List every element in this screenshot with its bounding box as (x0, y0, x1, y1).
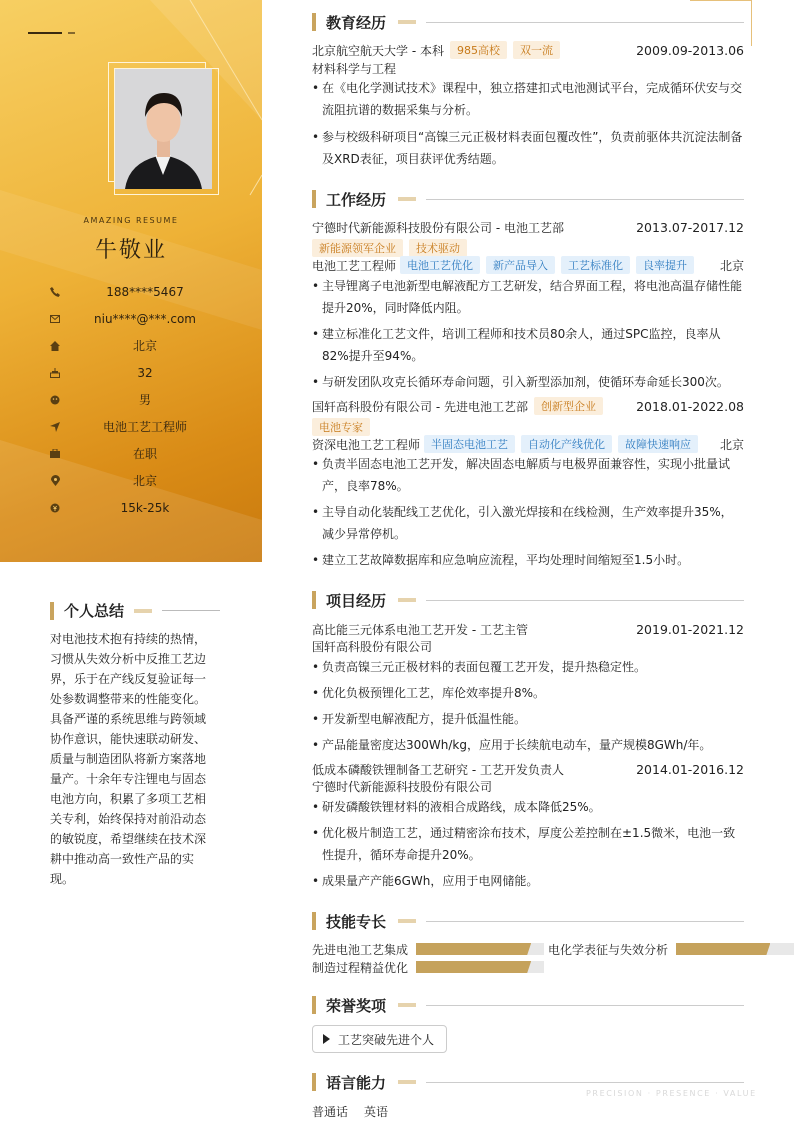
skill-item (312, 942, 544, 956)
project-bullet: • 负责高镍三元正极材料的表面包覆工艺开发，提升热稳定性。 (312, 656, 744, 678)
info-list (48, 278, 228, 521)
projects-heading: 项目经历 (312, 590, 744, 610)
summary-heading: 个人总结 (50, 600, 220, 621)
education-bullet: • 参与校级科研项目“高镍三元正极材料表面包覆改性”，负责前驱体共沉淀法制备及XRD表征，项目获评优秀结题。 (312, 126, 744, 170)
info-age: 32 (48, 359, 228, 386)
gender-icon (48, 393, 62, 407)
education-heading: 教育经历 (312, 12, 744, 32)
job-position-row (312, 256, 744, 274)
info-position: 电池工艺工程师 (48, 413, 228, 440)
project-bullet: • 研发磷酸铁锂材料的液相合成路线，成本降低25%。 (312, 796, 744, 818)
location-pin-icon (48, 474, 62, 488)
job-bullet: • 主导锂离子电池新型电解液配方工艺研发，结合界面工程，将电池高温存储性能提升20%，同时降低内阻。 (312, 275, 744, 319)
project-bullet: • 产品能量密度达300Wh/kg，应用于长续航电动车，量产规模8GWh/年。 (312, 734, 744, 756)
job-bullet: • 建立工艺故障数据库和应急响应流程，平均处理时间缩短至1.5小时。 (312, 549, 744, 571)
project-bullet: • 开发新型电解液配方，提升低温性能。 (312, 708, 744, 730)
language-item: 英语 (364, 1105, 389, 1119)
mail-icon (48, 312, 62, 326)
skill-tag: 工艺标准化 (561, 256, 630, 274)
info-email: niu****@***.com (48, 305, 228, 332)
language-list (312, 1103, 388, 1120)
company-tag: 创新型企业 (534, 397, 603, 415)
company-tag: 技术驱动 (409, 239, 467, 257)
resume-eyebrow: AMAZING RESUME (83, 216, 179, 225)
job-city: 北京 (719, 258, 744, 273)
skill-bar (416, 943, 544, 955)
person-name: 牛敬业 (94, 238, 167, 263)
play-triangle-icon (323, 1034, 330, 1044)
education-date: 2009.09-2013.06 (636, 42, 744, 58)
avatar (115, 69, 212, 189)
project-date: 2014.01-2016.12 (636, 761, 744, 777)
skill-bar-fill (676, 943, 770, 955)
skill-tag: 半固态电池工艺 (424, 435, 515, 453)
award-item (312, 1025, 447, 1053)
major: 材料科学与工程 (312, 62, 397, 76)
project-row (312, 760, 744, 778)
job-position: 电池工艺工程师 (312, 258, 397, 273)
languages-heading: 语言能力 (312, 1072, 744, 1092)
school-tag: 双一流 (513, 41, 560, 59)
footer-watermark: PRECISION · PRESENCE · VALUE (586, 1089, 757, 1098)
job-position-row (312, 435, 744, 453)
summary-text: 对电池技术抱有持续的热情，习惯从失效分析中反推工艺边界，乐于在产线反复验证每一处参数调整带来的性能变化。具备严谨的系统思维与跨领域协作意识，能快速联动研发、质量与制造团队将新方案落地量产。十余年专注锂电与固态电池方向，积累了多项工艺相关专利，始终保持对前沿动态的敏锐度，希望继续在技术深耕中推动高一致性产品的实现。 (50, 632, 207, 886)
project-org: 国轩高科股份有限公司 (312, 640, 433, 654)
project-org: 宁德时代新能源科技股份有限公司 (312, 780, 493, 794)
job-city: 北京 (719, 437, 744, 452)
info-phone: 188****5467 (48, 278, 228, 305)
company-tag: 新能源领军企业 (312, 239, 403, 257)
info-city: 北京 (48, 467, 228, 494)
job-company-tags (312, 418, 744, 436)
skills-heading: 技能专长 (312, 911, 744, 931)
job-bullet: • 与研发团队攻克长循环寿命问题，引入新型添加剂，使循环寿命延长300次。 (312, 371, 744, 393)
job-company: 国轩高科股份有限公司 - 先进电池工艺部 (312, 399, 528, 414)
education-school-row (312, 41, 744, 59)
skill-tag: 新产品导入 (486, 256, 555, 274)
send-icon (48, 420, 62, 434)
skill-bar (416, 961, 544, 973)
job-bullet: • 主导自动化装配线工艺优化，引入激光焊接和在线检测，生产效率提升35%，减少异常停机。 (312, 501, 744, 545)
cake-icon (48, 366, 62, 380)
project-date: 2019.01-2021.12 (636, 621, 744, 637)
school-tag: 985高校 (450, 41, 507, 59)
skill-tag: 故障快速响应 (618, 435, 698, 453)
education-bullet: • 在《电化学测试技术》课程中，独立搭建扣式电池测试平台，完成循环伏安与交流阻抗谱的数据采集与分析。 (312, 77, 744, 121)
project-bullet: • 成果量产产能6GWh，应用于电网储能。 (312, 870, 744, 892)
skill-item (312, 960, 544, 974)
skill-name: 制造过程精益优化 (312, 960, 409, 975)
project-row (312, 620, 744, 638)
job-date: 2018.01-2022.08 (636, 398, 744, 414)
project-bullet: • 优化极片制造工艺，通过精密涂布技术，厚度公差控制在±1.5微米，电池一致性提升，循环寿命提升20%。 (312, 822, 744, 866)
awards-heading: 荣誉奖项 (312, 995, 744, 1015)
job-position: 资深电池工艺工程师 (312, 437, 421, 452)
job-company-row (312, 397, 744, 415)
skill-name: 先进电池工艺集成 (312, 942, 409, 957)
info-salary: 15k-25k (48, 494, 228, 521)
skill-tag: 电池工艺优化 (400, 256, 480, 274)
home-icon (48, 339, 62, 353)
profile-panel (0, 0, 262, 562)
project-name: 低成本磷酸铁锂制备工艺研究 - 工艺开发负责人 (312, 762, 564, 777)
skill-bar (676, 943, 794, 955)
skill-bar-fill (416, 961, 531, 973)
skill-tag: 自动化产线优化 (521, 435, 612, 453)
skill-tag: 良率提升 (636, 256, 694, 274)
school-name: 北京航空航天大学 - 本科 (312, 43, 444, 58)
work-heading: 工作经历 (312, 189, 744, 209)
info-status: 在职 (48, 440, 228, 467)
phone-icon (48, 285, 62, 299)
skill-bar-fill (416, 943, 531, 955)
company-tag: 电池专家 (312, 418, 370, 436)
job-date: 2013.07-2017.12 (636, 219, 744, 235)
info-home: 北京 (48, 332, 228, 359)
info-gender: 男 (48, 386, 228, 413)
award-name: 工艺突破先进个人 (338, 1032, 435, 1047)
job-bullet: • 建立标准化工艺文件，培训工程师和技术员80余人，通过SPC监控，良率从82%提升至94%。 (312, 323, 744, 367)
skill-name: 电化学表征与失效分析 (548, 942, 669, 957)
job-bullet: • 负责半固态电池工艺开发，解决固态电解质与电极界面兼容性，实现小批量试产，良率78%。 (312, 453, 744, 497)
briefcase-icon (48, 447, 62, 461)
job-company: 宁德时代新能源科技股份有限公司 - 电池工艺部 (312, 220, 564, 235)
skill-item (548, 942, 794, 956)
job-company-tags (312, 239, 744, 257)
project-name: 高比能三元体系电池工艺开发 - 工艺主管 (312, 622, 528, 637)
project-bullet: • 优化负极预锂化工艺，库伦效率提升8%。 (312, 682, 744, 704)
salary-icon (48, 501, 62, 515)
job-company-row (312, 218, 744, 236)
language-item: 普通话 (312, 1105, 349, 1119)
